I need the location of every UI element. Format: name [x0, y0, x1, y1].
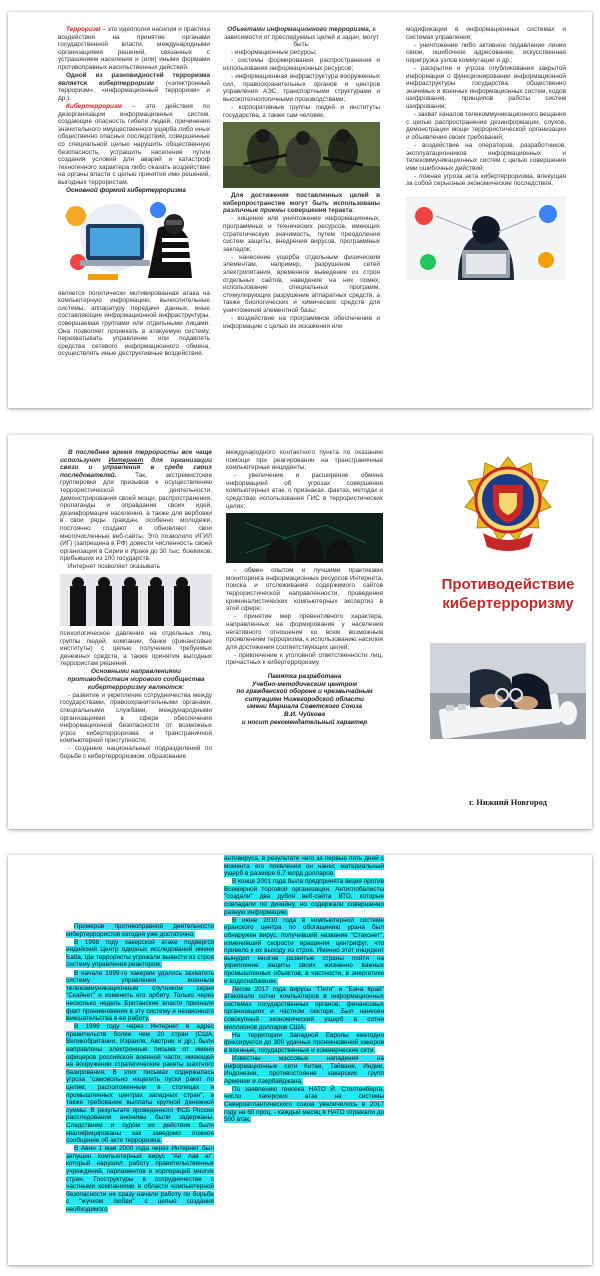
highlighted-paragraph: По заявлению генсека НАТО Й. Столтенберга, число хакерских атак на системы Североатлантического союза увеличилось в 2017 году на 60 проц. - каждый месяц в НАТО отражали до 500 атак.: [224, 1085, 384, 1124]
main-form-text: является политически мотивированная атака на компьютерную информацию, вычислительные системы, аппаратуру передачи данных, иные составляющие информационной инфраструктуры, совершаемая группами или отдельными лицами. Она позволяет проникать в атакуемую систему, перехватывать управление или подавлять средства сетевого информационного обмена, осуществлять иные деструктивные воздействия.: [58, 289, 210, 358]
highlighted-paragraph: В начале 1999-го хакерам удалось захватить систему управления военным телекоммуникационным спутником серии "Скайнет" и изменить его орбиту. Только через несколько недель Британские власти признали факт проникновения в эту систему и незаконного вмешательства в ее работу.: [66, 969, 214, 1023]
page1-column-1: [58, 26, 210, 358]
methods-list-item: - ложная угроза акта кибертерроризма, влекущая за собой серьезные экономические последствия.: [406, 172, 566, 188]
page3-column-2: [224, 855, 384, 1124]
counteraction-heading: Основными направлениями противодействия мирового сообщества кибертерроризму являются:: [67, 668, 205, 691]
memo-line: по гражданской обороне и чрезвычайным: [236, 688, 373, 696]
memo-line: Памятка разработана: [267, 672, 342, 680]
page1-column-3: [406, 26, 566, 280]
hooded-hacker-illustration: [406, 196, 566, 280]
objects-list-item: - системы формирования, распространения и использования информационных ресурсов;: [223, 57, 380, 72]
armed-terrorists-photo: [223, 122, 380, 188]
handcuffed-hands-keyboard-photo: [430, 643, 586, 739]
page2-column-2: [226, 449, 383, 726]
memo-line: В.И. Чуйкова: [284, 710, 325, 718]
methods-list-item: модификации в информационных системах и системах управления;: [406, 26, 566, 41]
highlighted-paragraph: В конце 2001 года была предпринята акция против Всемирной торговой организации. Антиглобалисты "создали" два дубля веб-сайта ВТО, которые совпадали по дизайну, но содержали совершенно разную информацию.: [224, 878, 384, 916]
city-caption: г. Нижний Новгород: [469, 797, 547, 807]
methods-list-item: - уничтожение либо активное подавление линии связи, ошибочное адресование, искусственная перегрузка узлов коммутации и др.;: [406, 41, 566, 64]
highlighted-paragraph: В Авин 1 мая 2000 года через Интернет был запущен компьютерный вирус "Ай лав ю", который нарушил работу правительственных учреждений, парламентов и корпораций многих стран. Госструктуры в сотрудничестве с частными компаниями в области компьютерной безопасности не сразу начали работу по борьбе с "жучком любви" с целью создания необходимого: [66, 1145, 214, 1213]
memo-line: ситуациям Нижегородской области: [245, 695, 364, 703]
civil-defense-emblem: [463, 455, 553, 553]
page1-column-2: [223, 26, 380, 331]
memo-line: имени Маршала Советского Союза: [246, 703, 363, 711]
counteraction-list-item: - увеличение и расширение обмена информацией об угрозах совершения компьютерных атак, о признаках, фактах, методах и средствах использования ГИС в террористических целях;: [226, 472, 383, 510]
highlighted-paragraph: В 1998 году хакерской атаке подвергся индийский Центр ядерных исследований имени Баба, где террористы угрожали вывести из строя систему управления реактором.: [66, 938, 214, 969]
terrorism-definition: Терроризм – это идеология насилия и практика воздействия на принятие органами государственной власти, международными организациями решений, связанных с устрашением населения и (или) иными формами противоправных насильственных действий.: [58, 26, 210, 71]
methods-list-item: - нанесение ущерба отдельным физическим элементам, например, разрушение сетей электропитания, временное выведение из строя отдельных сайтов, наведение на них помех, использование специальных программ, стимулирующих разрушение аппаратных средств, а также биологических и химических средств для уничтожения элементной базы;: [223, 253, 380, 315]
main-form-heading: Основной формой кибертерроризма: [66, 186, 186, 194]
highlighted-paragraph: Примеров противоправной деятельности кибертеррористов сегодня уже достаточно.: [66, 923, 214, 938]
counteraction-list-item: - принятие мер превентивного характера, направленных на формирование у населения негативного отношения ко всем возможным проявлениям терроризма, к использованию насилия для достижения соответствующих целей;: [226, 613, 383, 651]
methods-list-item: - воздействие на операторов, разработчиков, эксплуатационников информационных и телекоммуникационных систем с целью совершения ими ошибочных действий;: [406, 141, 566, 172]
brochure-page-1: [8, 12, 592, 408]
methods-heading: Для достижения поставленных целей в киберпространстве могут быть использованы различные приемы совершения теракта:: [223, 192, 380, 215]
brochure-title: Противодействие кибертерроризму: [441, 576, 575, 612]
counteraction-list-item: - развитие и укрепление сотрудничества между государствами, правоохранительными органами, специальными службами, международными организациями в сфере обеспечения информационной безопасности от возможных угроз кибертерроризма и трансграничной компьютерной преступности;: [60, 691, 212, 745]
methods-list-item: - воздействие на программное обеспечение и информацию с целью их искажения или: [223, 315, 380, 330]
highlighted-paragraph: антивируса, в результате чего за первые пять дней с момента его появления он нанес материальный ущерб в размере 6,7 млрд долларов.: [224, 855, 384, 878]
internet-usage-paragraph: В последнее время террористы все чаще используют Интернет для организации связи и управления в среде своих последователей. Так, экстремистские группировки для призывов к осуществлению террористической деятельности, демонстрирования своей мощи, распространения, пропаганды и оправдания своих идей, дезинформации населения, а также для вербовки в свои ряды граждан, особенно молодежи, постоянно создают и обновляют свои многочисленные веб-сайты. Это позволило ИГИЛ (ИГ) (запрещена в РФ) довести численность своей организации в Сирии и Ираке до 30 тыс. боевиков, прибывших из 100 государств.: [60, 449, 212, 563]
highlighted-paragraph: В июне 2010 года в компьютерной системе иранского центра по обогащению урана был обнаружен вирус, получивший название "Стакснет", изменивший скорости вращения центрифуг, что привело к их выходу из строя. Именно этот инцидент вынудил многие развитые страны пойти на укрепление защиты своих жизненно важных промышленных объектов, в частности, в энергетике и водоснабжении.: [224, 916, 384, 985]
hooded-network-illustration: [226, 513, 383, 563]
internet-allows-text: Интернет позволяет оказывать: [68, 563, 160, 571]
page3-column-1: [66, 923, 214, 1214]
brochure-page-3: [8, 855, 592, 1265]
hacker-computer-illustration: [58, 198, 210, 286]
memo-line: и носит рекомендательный характер: [241, 718, 368, 726]
methods-list-item: - раскрытие и угроза опубликования закрытой информации о функционировании информационной инфраструктуры государства, общественно значимых и военных информационных систем, кодов шифрования, принципов работы систем шифрования;: [406, 64, 566, 110]
counteraction-list-item: международного контактного пункта по оказанию помощи при реагировании на трансграничные компьютерные инциденты;: [226, 449, 383, 472]
page2-column-1: [60, 449, 212, 761]
psychological-pressure-text: психологическое давление на отдельных лиц, группы людей, компании, банки (финансовые институты) с целью получения требуемых денежных средств, а также принятия выгодных террористам решений.: [60, 630, 212, 668]
objects-list-item: - информационная инфраструктура вооруженных сил, правоохранительных органов и центров управления АЭС, транспортными структурами и высокотехнологичными производствами;: [223, 73, 380, 103]
memo-line: Учебно-методическим центром: [251, 680, 358, 688]
counteraction-list-item: - обмен опытом и лучшими практиками мониторинга информационных ресурсов Интернета, поиска и отслеживания содержимого сайтов террористической направленности, проведения криминалистических компьютерных экспертиз в этой сфере;: [226, 567, 383, 613]
highlighted-paragraph: Известны массовые нападения на информационные сети Китая, Тайваня, Индии, Индонезии, противостояние хакерских групп Армении и Азербайджана.: [224, 1054, 384, 1085]
objects-heading: Объектами информационного терроризма, в зависимости от преследуемых целей и задач, могут быть:: [224, 26, 379, 49]
highlighted-paragraph: Летом 2017 года вирусы "Петя" и "Бэна Край" атаковали сотни компьютеров в информационных системах государственных органов, финансовых организациях и частном секторе. Был нанесен совокупный экономический ущерб в сотни миллионов долларов США.: [224, 985, 384, 1031]
counteraction-list-item: - привлечение к уголовной ответственности лиц, причастных к кибертерроризму.: [226, 651, 383, 667]
highlighted-paragraph: В 1999 году через Интернет в адрес правительств более чем 20 стран (США, Великобритании, Израиля, Австрии и др.) были направлены электронные письма от имени офицеров российской военной части, имеющей на вооружении стратегические ракеты шахтного базирования. В этих письмах содержалась угроза "самовольно нацелить пуски ракет по целям, расположенным в столицах и промышленных центрах западных стран", а также требование выплаты крупной денежной суммы. В результате проведенного ФСБ России расследования анонимы были задержаны. Следствием и судом их действия были квалифицированы как заведомо ложное сообщение об акте терроризма.: [66, 1023, 214, 1145]
cyberterrorism-definition: Кибертерроризм – это действия по дезорганизации информационных систем, создающие опасность гибели людей, причинения значительного имущественного ущерба либо иных общественно опасных последствий, совершенные со специальной целью нарушить общественную безопасность, устрашить население путем создания условий для аварий и катастроф техногенного характера либо оказать воздействие на органы власти с целью принятия ими решений, выгодных террористам.: [58, 102, 210, 186]
objects-list-item: - информационные ресурсы;: [231, 49, 317, 57]
counteraction-list-item: - создание национальных подразделений по борьбе с кибертерроризмом, образование: [60, 745, 212, 760]
brochure-page-2: [8, 435, 592, 829]
objects-list-item: - корпоративные группы людей и институты государства, а также сам человек.: [223, 103, 380, 119]
methods-list-item: - захват каналов телекоммуникационного вещания с целью распространения дезинформации, слухов, демонстрации мощи террористической организации и объявления своих требований;: [406, 111, 566, 141]
cyberterrorism-intro: Одной из разновидностей терроризма является кибертерроризм («электронный терроризм», «информационный терроризм» и др.).: [58, 72, 210, 102]
masked-men-lineup-photo: [60, 574, 212, 626]
highlighted-paragraph: На территории Западной Европы ежегодно фиксируется до 300 удачных проникновений хакеров в военные, государственные и коммерческие сети.: [224, 1031, 384, 1054]
memo-credits: [226, 673, 383, 726]
methods-list-item: - хищение или уничтожение информационных, программных и технических ресурсов, имеющих стратегическую значимость, путем преодоления систем защиты, внедрения вирусов, программных закладок;: [223, 215, 380, 253]
